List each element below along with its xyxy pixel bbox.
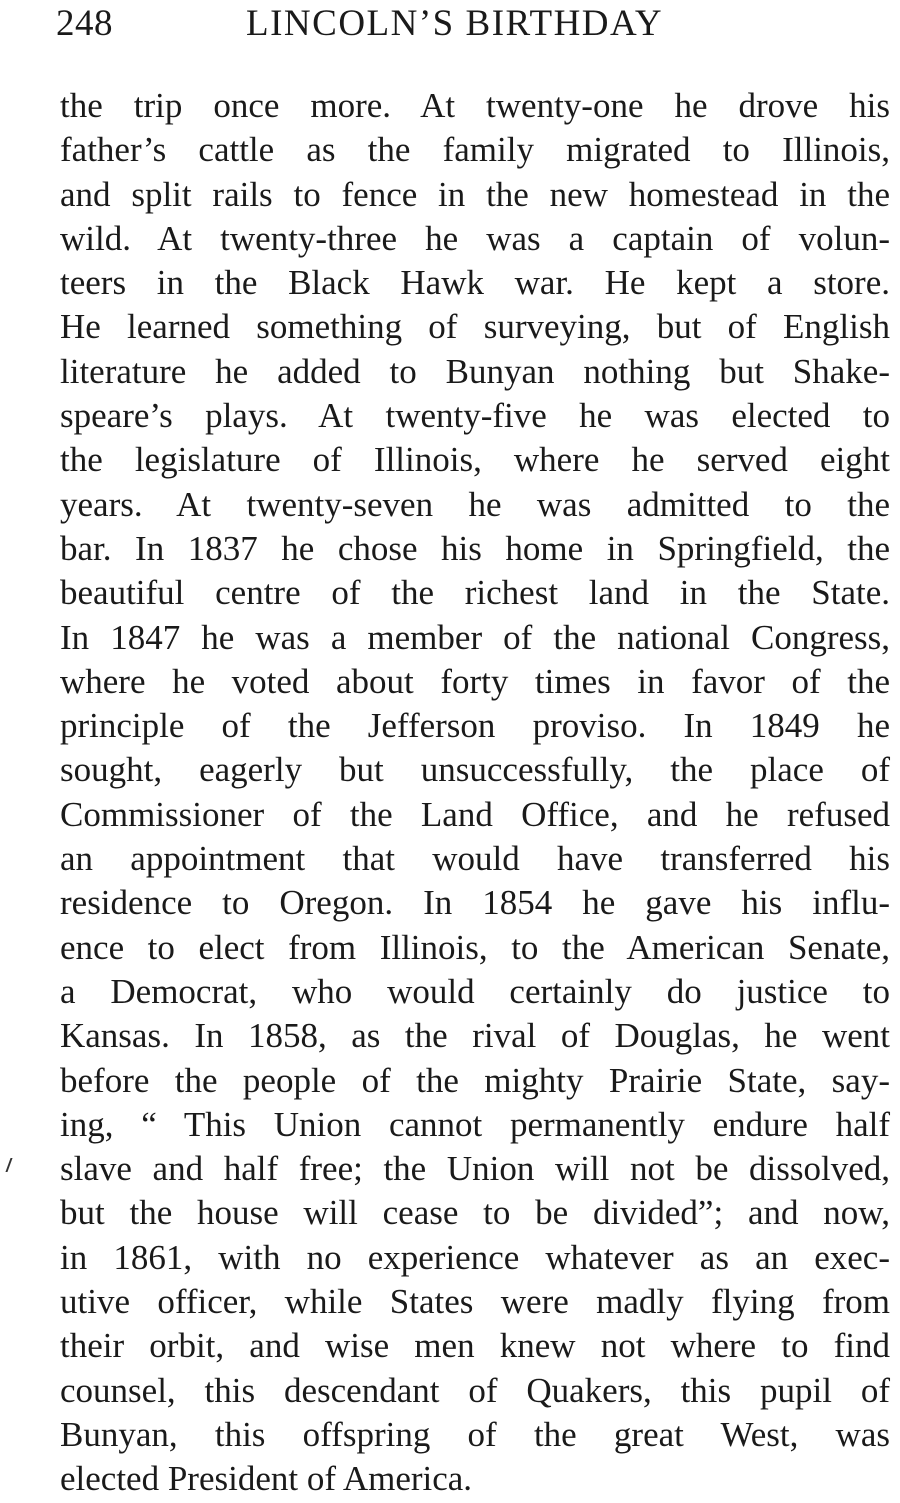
text-line: counsel, this descendant of Quakers, this pupil of [60,1370,890,1410]
text-line: sought, eagerly but unsuccessfully, the place of [60,750,890,790]
text-line: Bunyan, this offspring of the great West, was [60,1414,890,1454]
text-line: wild. At twenty-three he was a captain of volun- [60,218,890,258]
text-line: utive officer, while States were madly flying from [60,1282,890,1322]
text-line: literature he added to Bunyan nothing but Shake- [60,351,890,391]
text-line: slave and half free; the Union will not be dissolved, [60,1149,890,1189]
text-line: elected President of America. [60,1459,473,1499]
text-line: the legislature of Illinois, where he served eight [60,440,890,480]
text-line: residence to Oregon. In 1854 he gave his influ- [60,883,890,923]
text-line: a Democrat, who would certainly do justice to [60,971,890,1011]
text-line: Commissioner of the Land Office, and he refused [60,794,890,834]
text-line: but the house will cease to be divided”; and now, [60,1193,890,1233]
text-line: teers in the Black Hawk war. He kept a store. [60,263,890,303]
text-line: in 1861, with no experience whatever as an exec- [60,1237,890,1277]
text-line: ence to elect from Illinois, to the American Senate, [60,927,890,967]
text-line: ing, “ This Union cannot permanently endure half [60,1104,890,1144]
running-head: LINCOLN’S BIRTHDAY [246,3,664,44]
text-line: speare’s plays. At twenty-five he was elected to [60,396,890,436]
page-number: 248 [56,3,113,44]
text-line: father’s cattle as the family migrated to Illinois, [60,130,890,170]
margin-mark [5,1158,16,1172]
text-line: before the people of the mighty Prairie State, say- [60,1060,890,1100]
text-line: Kansas. In 1858, as the rival of Douglas, he went [60,1016,890,1056]
page-header [56,2,890,46]
text-line: the trip once more. At twenty-one he drove his [60,86,890,125]
text-line: He learned something of surveying, but of English [60,307,890,347]
text-line: where he voted about forty times in favor of the [60,661,890,701]
text-line: their orbit, and wise men knew not where to find [60,1326,890,1366]
text-line: an appointment that would have transferred his [60,839,890,879]
text-line: and split rails to fence in the new homestead in the [60,174,890,214]
text-line: beautiful centre of the richest land in the State. [60,573,890,613]
text-line: bar. In 1837 he chose his home in Springfield, the [60,528,890,568]
text-line: principle of the Jefferson proviso. In 1849 he [60,706,890,746]
body-text [60,84,890,1502]
text-line: years. At twenty-seven he was admitted to the [60,484,890,524]
text-line: In 1847 he was a member of the national Congress, [60,617,890,657]
